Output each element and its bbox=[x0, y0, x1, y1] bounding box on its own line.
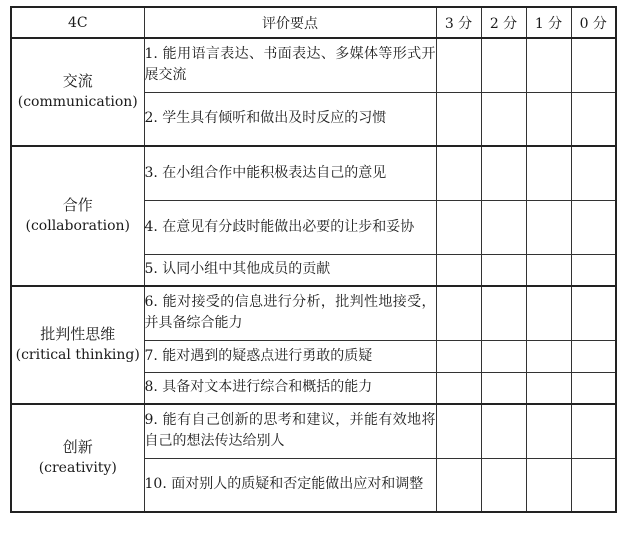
score-cell-3[interactable] bbox=[436, 200, 481, 254]
header-points: 评价要点 bbox=[144, 7, 436, 38]
score-cell-1[interactable] bbox=[526, 458, 571, 512]
header-score-3: 3 分 bbox=[436, 7, 481, 38]
evaluation-item: 1. 能用语言表达、书面表达、多媒体等形式开展交流 bbox=[144, 38, 436, 92]
category-name-cn: 交流 bbox=[62, 72, 93, 90]
score-cell-0[interactable] bbox=[571, 200, 616, 254]
evaluation-item: 5. 认同小组中其他成员的贡献 bbox=[144, 254, 436, 286]
score-cell-3[interactable] bbox=[436, 254, 481, 286]
score-cell-2[interactable] bbox=[481, 254, 526, 286]
score-cell-1[interactable] bbox=[526, 340, 571, 372]
score-cell-0[interactable] bbox=[571, 254, 616, 286]
score-cell-1[interactable] bbox=[526, 254, 571, 286]
category-name-cn: 创新 bbox=[62, 438, 93, 456]
evaluation-item: 7. 能对遇到的疑惑点进行勇敢的质疑 bbox=[144, 340, 436, 372]
score-cell-2[interactable] bbox=[481, 404, 526, 458]
score-cell-0[interactable] bbox=[571, 458, 616, 512]
score-cell-0[interactable] bbox=[571, 404, 616, 458]
category-critical-thinking bbox=[11, 286, 144, 404]
table-row bbox=[11, 404, 616, 458]
score-cell-1[interactable] bbox=[526, 38, 571, 92]
score-cell-2[interactable] bbox=[481, 38, 526, 92]
score-cell-1[interactable] bbox=[526, 404, 571, 458]
score-cell-2[interactable] bbox=[481, 340, 526, 372]
header-score-0: 0 分 bbox=[571, 7, 616, 38]
score-cell-1[interactable] bbox=[526, 200, 571, 254]
header-score-1: 1 分 bbox=[526, 7, 571, 38]
evaluation-item: 9. 能有自己创新的思考和建议，并能有效地将自己的想法传达给别人 bbox=[144, 404, 436, 458]
score-cell-3[interactable] bbox=[436, 146, 481, 200]
header-row bbox=[11, 7, 616, 38]
score-cell-0[interactable] bbox=[571, 340, 616, 372]
category-name-cn: 批判性思维 bbox=[40, 325, 116, 343]
score-cell-0[interactable] bbox=[571, 372, 616, 404]
category-collaboration bbox=[11, 146, 144, 286]
header-score-2: 2 分 bbox=[481, 7, 526, 38]
evaluation-item: 8. 具备对文本进行综合和概括的能力 bbox=[144, 372, 436, 404]
score-cell-0[interactable] bbox=[571, 286, 616, 340]
score-cell-2[interactable] bbox=[481, 200, 526, 254]
score-cell-3[interactable] bbox=[436, 92, 481, 146]
table-row bbox=[11, 286, 616, 340]
score-cell-1[interactable] bbox=[526, 372, 571, 404]
score-cell-3[interactable] bbox=[436, 38, 481, 92]
evaluation-item: 6. 能对接受的信息进行分析，批判性地接受，并具备综合能力 bbox=[144, 286, 436, 340]
score-cell-0[interactable] bbox=[571, 38, 616, 92]
evaluation-item: 3. 在小组合作中能积极表达自己的意见 bbox=[144, 146, 436, 200]
evaluation-item: 4. 在意见有分歧时能做出必要的让步和妥协 bbox=[144, 200, 436, 254]
score-cell-2[interactable] bbox=[481, 146, 526, 200]
category-communication bbox=[11, 38, 144, 146]
evaluation-item: 10. 面对别人的质疑和否定能做出应对和调整 bbox=[144, 458, 436, 512]
header-category: 4C bbox=[11, 7, 144, 38]
evaluation-item: 2. 学生具有倾听和做出及时反应的习惯 bbox=[144, 92, 436, 146]
table-row bbox=[11, 146, 616, 200]
category-name-en: (collaboration) bbox=[25, 218, 130, 234]
score-cell-1[interactable] bbox=[526, 286, 571, 340]
score-cell-3[interactable] bbox=[436, 372, 481, 404]
category-creativity bbox=[11, 404, 144, 512]
category-name-en: (communication) bbox=[17, 94, 138, 110]
score-cell-3[interactable] bbox=[436, 340, 481, 372]
score-cell-1[interactable] bbox=[526, 146, 571, 200]
score-cell-0[interactable] bbox=[571, 146, 616, 200]
score-cell-3[interactable] bbox=[436, 458, 481, 512]
score-cell-2[interactable] bbox=[481, 92, 526, 146]
evaluation-table bbox=[10, 6, 617, 513]
score-cell-0[interactable] bbox=[571, 92, 616, 146]
score-cell-3[interactable] bbox=[436, 404, 481, 458]
category-name-cn: 合作 bbox=[62, 196, 93, 214]
category-name-en: (creativity) bbox=[38, 460, 117, 476]
score-cell-2[interactable] bbox=[481, 458, 526, 512]
score-cell-3[interactable] bbox=[436, 286, 481, 340]
score-cell-2[interactable] bbox=[481, 286, 526, 340]
category-name-en: (critical thinking) bbox=[15, 347, 140, 363]
score-cell-1[interactable] bbox=[526, 92, 571, 146]
score-cell-2[interactable] bbox=[481, 372, 526, 404]
table-row bbox=[11, 38, 616, 92]
